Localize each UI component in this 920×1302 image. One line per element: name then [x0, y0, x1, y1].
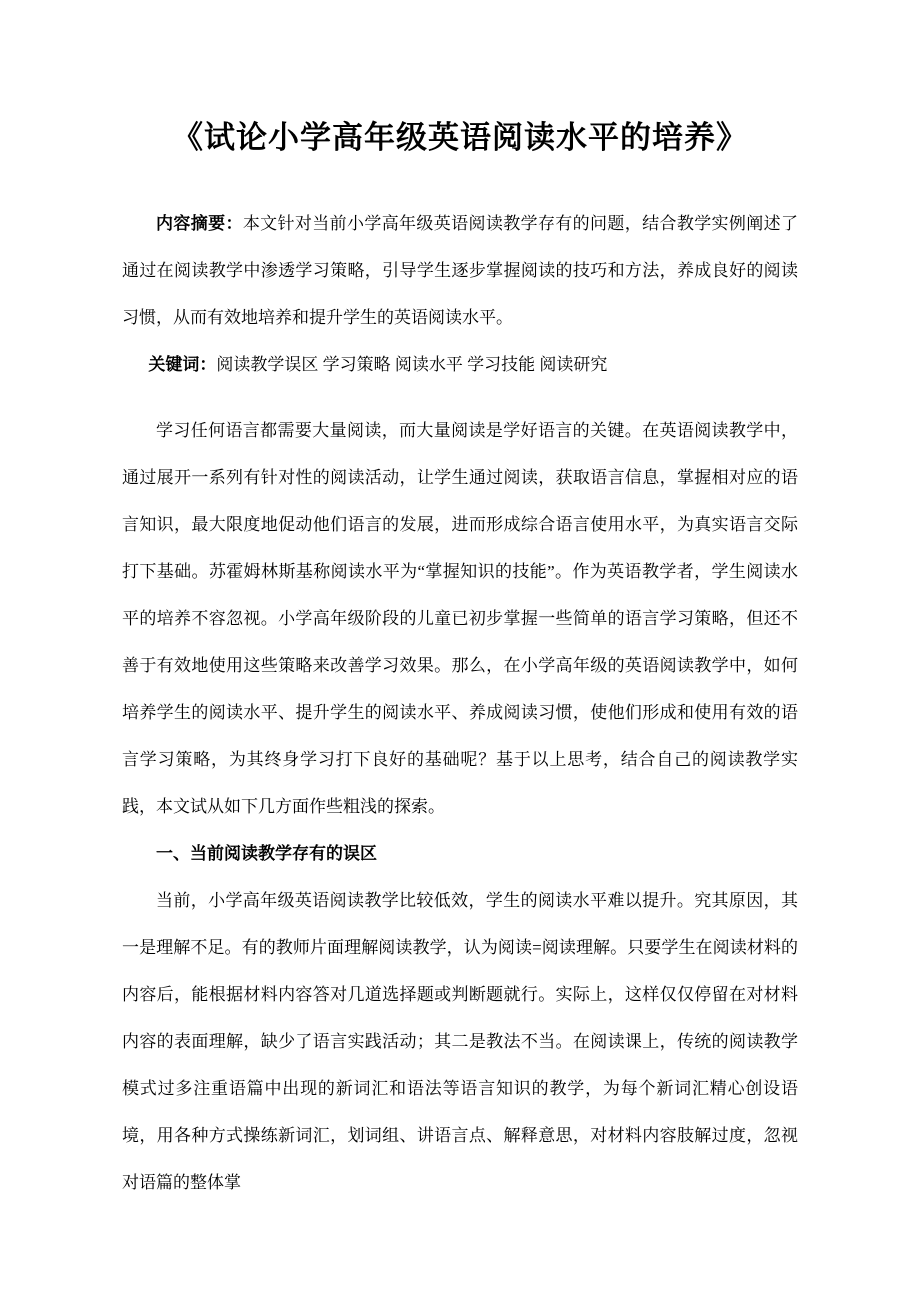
keywords-paragraph [122, 341, 798, 388]
abstract-text: 本文针对当前小学高年级英语阅读教学存有的问题，结合教学实例阐述了通过在阅读教学中渗透学习策略，引导学生逐步掌握阅读的技巧和方法，养成良好的阅读习惯，从而有效地培养和提升学生的英语阅读水平。 [122, 214, 799, 328]
intro-paragraph: 学习任何语言都需要大量阅读，而大量阅读是学好语言的关键。在英语阅读教学中，通过展开一系列有针对性的阅读活动，让学生通过阅读，获取语言信息，掌握相对应的语言知识，最大限度地促动他们语言的发展，进而形成综合语言使用水平，为真实语言交际打下基础。苏霍姆林斯基称阅读水平为“掌握知识的技能”。作为英语教学者，学生阅读水平的培养不容忽视。小学高年级阶段的儿童已初步掌握一些简单的语言学习策略，但还不善于有效地使用这些策略来改善学习效果。那么，在小学高年级的英语阅读教学中，如何培养学生的阅读水平、提升学生的阅读水平、养成阅读习惯，使他们形成和使用有效的语言学习策略，为其终身学习打下良好的基础呢？基于以上思考，结合自己的阅读教学实践，本文试从如下几方面作些粗浅的探索。 [122, 421, 798, 817]
section1-heading: 一、当前阅读教学存有的误区 [156, 844, 377, 864]
keywords-text: 阅读教学误区 学习策略 阅读水平 学习技能 阅读研究 [216, 355, 608, 375]
section1-paragraph: 当前，小学高年级英语阅读教学比较低效，学生的阅读水平难以提升。究其原因，其一是理解不足。有的教师片面理解阅读教学，认为阅读=阅读理解。只要学生在阅读材料的内容后，能根据材料内容答对几道选择题或判断题就行。实际上，这样仅仅停留在对材料内容的表面理解，缺少了语言实践活动；其二是教法不当。在阅读课上，传统的阅读教学模式过多注重语篇中出现的新词汇和语法等语言知识的教学，为每个新词汇精心创设语境，用各种方式操练新词汇，划词组、讲语言点、解释意思，对材料内容肢解过度，忽视对语篇的整体掌 [122, 891, 798, 1193]
abstract-label: 内容摘要： [156, 214, 243, 234]
document-title: 《试论小学高年级英语阅读水平的培养》 [172, 120, 748, 155]
keywords-label: 关键词： [148, 355, 217, 375]
abstract-paragraph [122, 200, 798, 341]
